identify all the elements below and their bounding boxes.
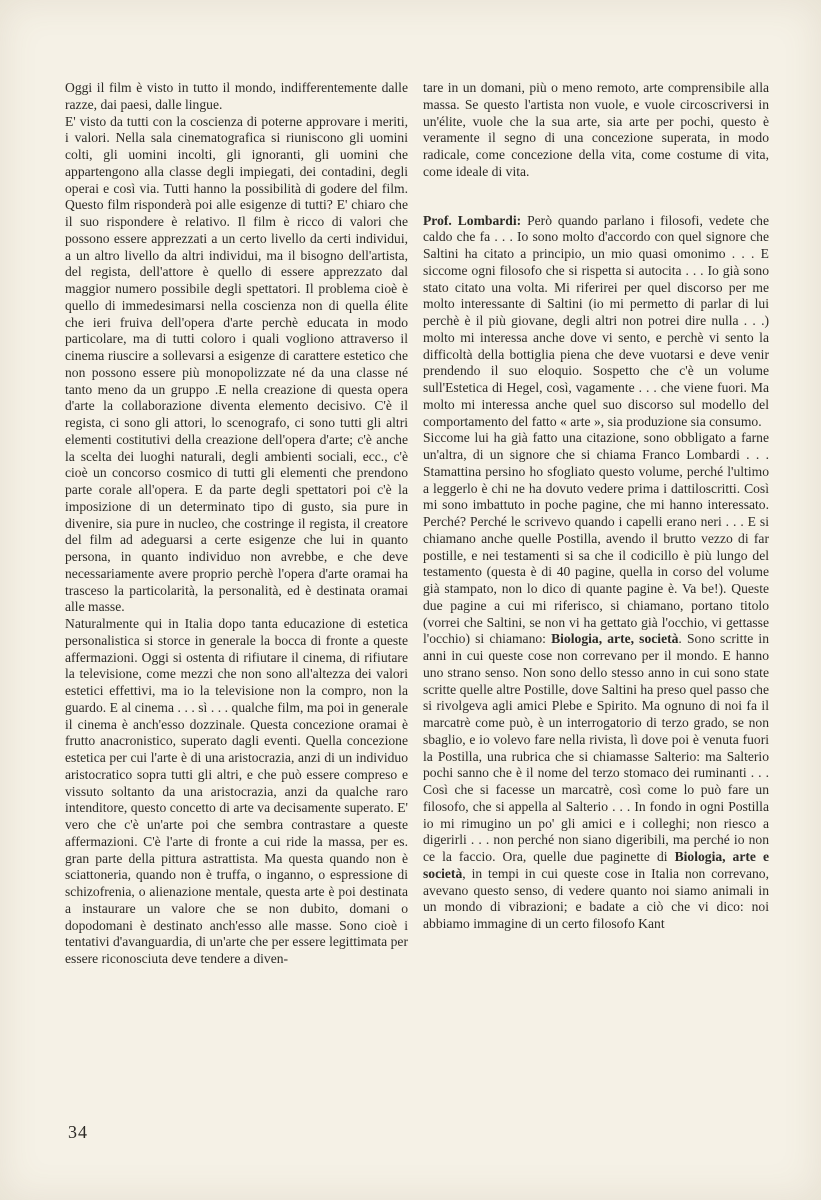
speaker-paragraph <box>423 213 769 431</box>
speaker-name: Prof. Lombardi: <box>423 212 522 228</box>
book-title: Biologia, arte, società <box>551 631 679 647</box>
speech-text: . Sono scritte in anni in cui queste cose non correvano per il mondo. E hanno uno strano senso. Non sono dello stesso anno in cui sono state scritte quelle altre Postille, dove Saltini ha preso quel passo che si rivolgeva agli amici Plebe e Spirito. Ma ognuno di noi fa il marcatrè come può, è un interrogatorio di terzo grado, se non sbaglio, e io volevo fare nella rivista, lì dove poi è venuta fuori la Postilla, una rubrica che si chiamasse Salterio: ma Salterio pochi sanno che è il nome del terzo stomaco dei ruminanti . . . Così che si facesse un marcatrè, così come lo può fare un filosofo, che si appella al Salterio . . . In fondo in ogni Postilla io mi rimugino un po' gli amici e i colleghi; non riesco a digerirli . . . non perché non siano digeribili, ma perché io non ce la faccio. Ora, quelle due paginette di <box>423 631 769 864</box>
paragraph: Oggi il film è visto in tutto il mondo, indifferentemente dalle razze, dai paesi, dalle lingue. <box>65 80 408 112</box>
speech-text: Siccome lui ha già fatto una citazione, sono obbligato a farne un'altra, di un signore che si chiama Franco Lombardi . . . Stamattina persino ho sfogliato questo volume, perché l'ultimo a leggerlo è chi ne ha dovuto vedere prima i dattiloscritti. Così mi sono imbattuto in poche pagine, che mi hanno interessato. Perché? Perché le scrivevo quando i capelli erano neri . . . E si chiamano anche quelle Postilla, avendo il brutto vezzo di far postille, e nei testamenti si sa che il codicillo è più lungo del testamento (questa è di 40 pagine, quella in corso del volume già stampato, non lo dico di quante pagine è. Va be!). Queste due pagine a cui mi riferisco, si chiamano, portano titolo (vorrei che Saltini, se non vi ha gettato già l'occhio, vi gettasse l'occhio) si chiamano: <box>423 430 769 647</box>
speech-text: , in tempi in cui queste cose in Italia non correvano, avevano questo senso, di vedere quanto noi siamo animali in un mondo di vibrazioni; e badate a ciò che vi dico: noi abbiamo immagine di un certo filosofo Kant <box>423 865 769 931</box>
book-title: Biologia, arte e società <box>423 849 769 881</box>
paragraph: tare in un domani, più o meno remoto, arte comprensibile alla massa. Se questo l'artista non vuole, e vuole circoscriversi in un'élite, vuole che la sua arte, sia arte per pochi, questo è veramente il segno di una concezione superata, in modo radicale, come concezione della vita, come costume di vita, come ideale di vita. <box>423 80 769 179</box>
paragraph: Naturalmente qui in Italia dopo tanta educazione di estetica personalistica si storce in generale la bocca di fronte a queste affermazioni. Oggi si ostenta di rifiutare il cinema, di rifiutare la televisione, come mezzi che non sono all'altezza dei valori estetici effettivi, ma io la televisione non la compro, non la guardo. E al cinema . . . sì . . . qualche film, ma poi in generale il cinema è anch'esso dozzinale. Questa concezione oramai è frutto anacronistico, superato dagli eventi. Quella concezione estetica per cui l'arte è di una aristocrazia, anzi di un individuo aristocratico sopra tutti gli altri, e che può essere compreso e vissuto soltanto da una aristocrazia, anzi da qualche raro intenditore, questo concetto di arte va decisamente superato. E' vero che c'è un'arte poi che sembra contrastare a queste affermazioni. C'è l'arte di fronte a cui ride la massa, per es. gran parte della pittura astrattista. Ma questa quando non è sciattoneria, quando non è truffa, o inganno, o espressione di schizofrenia, o alienazione mentale, questa arte è poi destinata a instaurare un valore che se non dubito, domani o dopodomani è destinato anch'esso alle masse. Sono cioè i tentativi d'avanguardia, di un'arte che per essere legittimata per essere riconosciuta deve tendere a diven- <box>65 616 408 966</box>
paragraph <box>423 430 769 933</box>
speech-text: Però quando parlano i filosofi, vedete che caldo che fa . . . Io sono molto d'accordo con quel signore che Saltini ha citato a principio, un mio quasi omonimo . . . E siccome ogni filosofo che si rispetta si autocita . . . Io già sono stato citato una volta. Mi riferirei per quel discorso per me molto interessante di Saltini (io mi permetto di parlar di lui perchè è il più giovane, degli altri non potrei dire nulla . . .) molto mi interessa anche dove vi sento, e perchè vi sento la difficoltà della bottiglia piena che deve vuotarsi e deve venir prendendo il suo eloquio. Sospetto che c'è un volume sull'Estetica di Hegel, così, vagamente . . . che viene fuori. Ma molto mi interessa anche quel suo discorso sul modello del comportamento del fatto « arte », sia produzione sia consumo. <box>423 212 770 429</box>
right-column <box>423 80 769 933</box>
page-number: 34 <box>68 1122 88 1142</box>
paragraph: E' visto da tutti con la coscienza di poterne approvare i meriti, i valori. Nella sala cinematografica si riuniscono gli uomini colti, gli uomini incolti, gli ignoranti, gli uomini che appartengono alla classe degli impiegati, dei contadini, degli operai e così via. Tutti hanno la possibilità di godere del film. Questo film risponderà poi alle esigenze di tutti? E' chiaro che il suo rispondere è relativo. Il film è ricco di valori che possono essere apprezzati a un certo livello da certi individui, a un altro livello da altri individui, ma il bisogno dell'artista, del regista, dell'attore è quello di essere apprezzato dal maggior numero possibile degli spettatori. Il problema cioè è quello di immedesimarsi nella coscienza non di quella élite che ieri fruiva dell'opera d'arte perchè educata in modo particolare, ma di tutti coloro i quali vogliono attraverso il cinema riuscire a sollevarsi a esigenze di carattere estetico che non possono essere più monopolizzate né da una classe né tanto meno da un gruppo .E nella creazione di questa opera d'arte la collaborazione diventa elemento decisivo. C'è il regista, ci sono gli attori, lo scenografo, ci sono tutti gli altri elementi costitutivi della creazione dell'opera d'arte; c'è anche la scelta dei luoghi naturali, degli ambienti sociali, ecc., c'è cioè un concorso cosmico di tutti gli elementi che prendono parte corale all'opera. E da parte degli spettatori poi c'è la imposizione di un determinato tipo di gusto, sia pure in divenire, sia pure in nucleo, che costringe il regista, il creatore del film ad adeguarsi a certe esigenze che lui in quanto persona, in quanto individuo non avrebbe, e che deve necessariamente avere proprio perchè l'opera d'arte oramai ha trasceso la particolarità, la personalità, ed è destinata oramai alle masse. <box>65 113 408 615</box>
left-column <box>65 80 408 968</box>
